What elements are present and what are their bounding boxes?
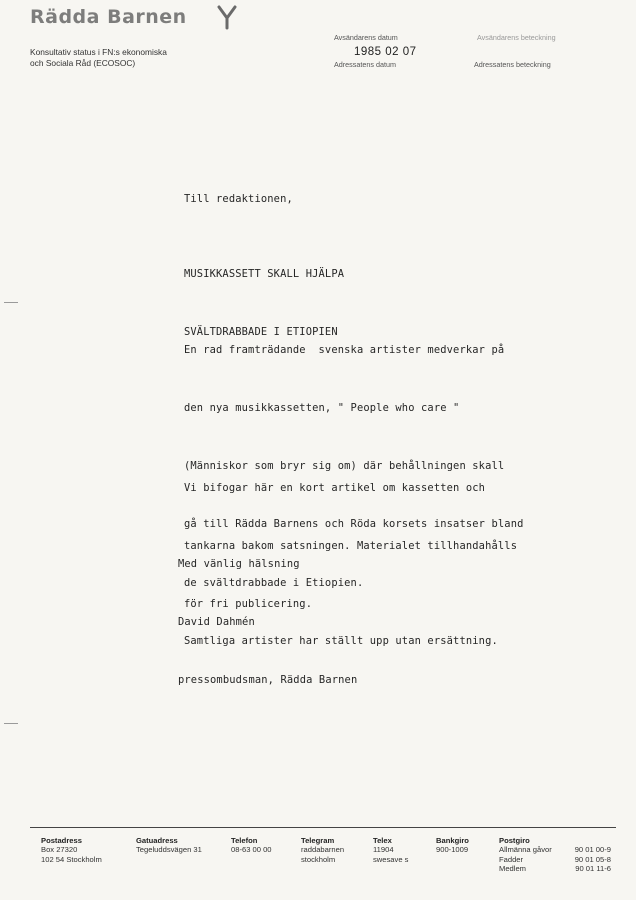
footer-telegram xyxy=(301,836,344,864)
footer-line: Tegeluddsvägen 31 xyxy=(136,845,202,855)
consultative-status-line-1: Konsultativ status i FN:s ekonomiska xyxy=(30,47,167,57)
organization-logo-text: Rädda Barnen xyxy=(30,6,187,28)
signatory-title: pressombudsman, Rädda Barnen xyxy=(178,674,358,687)
footer-divider xyxy=(30,827,616,828)
consultative-status xyxy=(30,47,167,68)
footer-telex xyxy=(373,836,408,864)
footer-line: 900-1009 xyxy=(436,845,469,855)
footer-line: 102 54 Stockholm xyxy=(41,854,102,864)
postgiro-number: 90 01 00-9 xyxy=(574,845,611,855)
closing: Med vänlig hälsning xyxy=(178,557,300,570)
footer-heading: Postadress xyxy=(41,836,82,845)
headline-line-1: MUSIKKASSETT SKALL HJÄLPA xyxy=(184,267,345,280)
footer-line: raddabarnen xyxy=(301,845,345,855)
paragraph-line: de svältdrabbade i Etiopien. xyxy=(184,576,364,589)
logo-emblem-icon xyxy=(214,4,240,30)
sender-date-label: Avsändarens datum xyxy=(334,33,398,42)
paragraph-line: En rad framträdande svenska artister medverkar på xyxy=(184,343,505,356)
signatory-name: David Dahmén xyxy=(178,616,255,629)
paragraph-line: (Människor som bryr sig om) där behållningen skall xyxy=(184,460,505,473)
postgiro-label: Allmänna gåvor xyxy=(499,845,552,855)
sender-reference-label: Avsändarens beteckning xyxy=(477,33,556,42)
salutation: Till redaktionen, xyxy=(184,193,293,205)
postgiro-number: 90 01 11-6 xyxy=(575,864,611,874)
sender-date: 1985 02 07 xyxy=(354,46,417,58)
postgiro-label: Medlem xyxy=(499,864,527,874)
paragraph-line: Samtliga artister har ställt upp utan ersättning. xyxy=(184,634,498,647)
closing-block xyxy=(178,516,357,729)
postgiro-row xyxy=(499,855,611,864)
footer-heading: Telex xyxy=(373,836,392,845)
footer-line: 08-63 00 00 xyxy=(231,845,272,855)
postgiro-label: Fadder xyxy=(499,854,524,864)
footer-line: Box 27320 xyxy=(41,845,78,855)
recipient-reference-label: Adressatens beteckning xyxy=(474,60,551,69)
footer-postal-address xyxy=(41,836,102,864)
footer-heading: Postgiro xyxy=(499,836,530,845)
fold-mark xyxy=(4,723,18,724)
footer-telephone xyxy=(231,836,272,855)
footer-line: stockholm xyxy=(301,854,336,864)
footer-bankgiro xyxy=(436,836,469,855)
postgiro-row xyxy=(499,864,611,873)
paragraph-line: gå till Rädda Barnens och Röda korsets insatser bland xyxy=(184,518,524,531)
postgiro-row xyxy=(499,845,611,854)
paragraph-line: Vi bifogar här en kort artikel om kassetten och xyxy=(184,481,486,494)
footer-heading: Gatuadress xyxy=(136,836,178,845)
paragraph-line: tankarna bakom satsningen. Materialet tillhandahålls xyxy=(184,540,518,553)
footer-postgiro xyxy=(499,836,611,874)
footer-line: 11904 xyxy=(373,845,394,855)
footer-line: swesave s xyxy=(373,854,409,864)
postgiro-number: 90 01 05-8 xyxy=(574,854,611,864)
recipient-date-label: Adressatens datum xyxy=(334,60,396,69)
footer-heading: Bankgiro xyxy=(436,836,469,845)
consultative-status-line-2: och Sociala Råd (ECOSOC) xyxy=(30,57,136,68)
paragraph-line: för fri publicering. xyxy=(184,598,313,611)
footer-heading: Telefon xyxy=(231,836,258,845)
headline-line-2: SVÄLTDRABBADE I ETIOPIEN xyxy=(184,326,338,339)
footer-heading: Telegram xyxy=(301,836,335,845)
footer-street-address xyxy=(136,836,202,855)
paragraph-line: den nya musikkassetten, " People who care " xyxy=(184,402,460,415)
fold-mark xyxy=(4,302,18,303)
